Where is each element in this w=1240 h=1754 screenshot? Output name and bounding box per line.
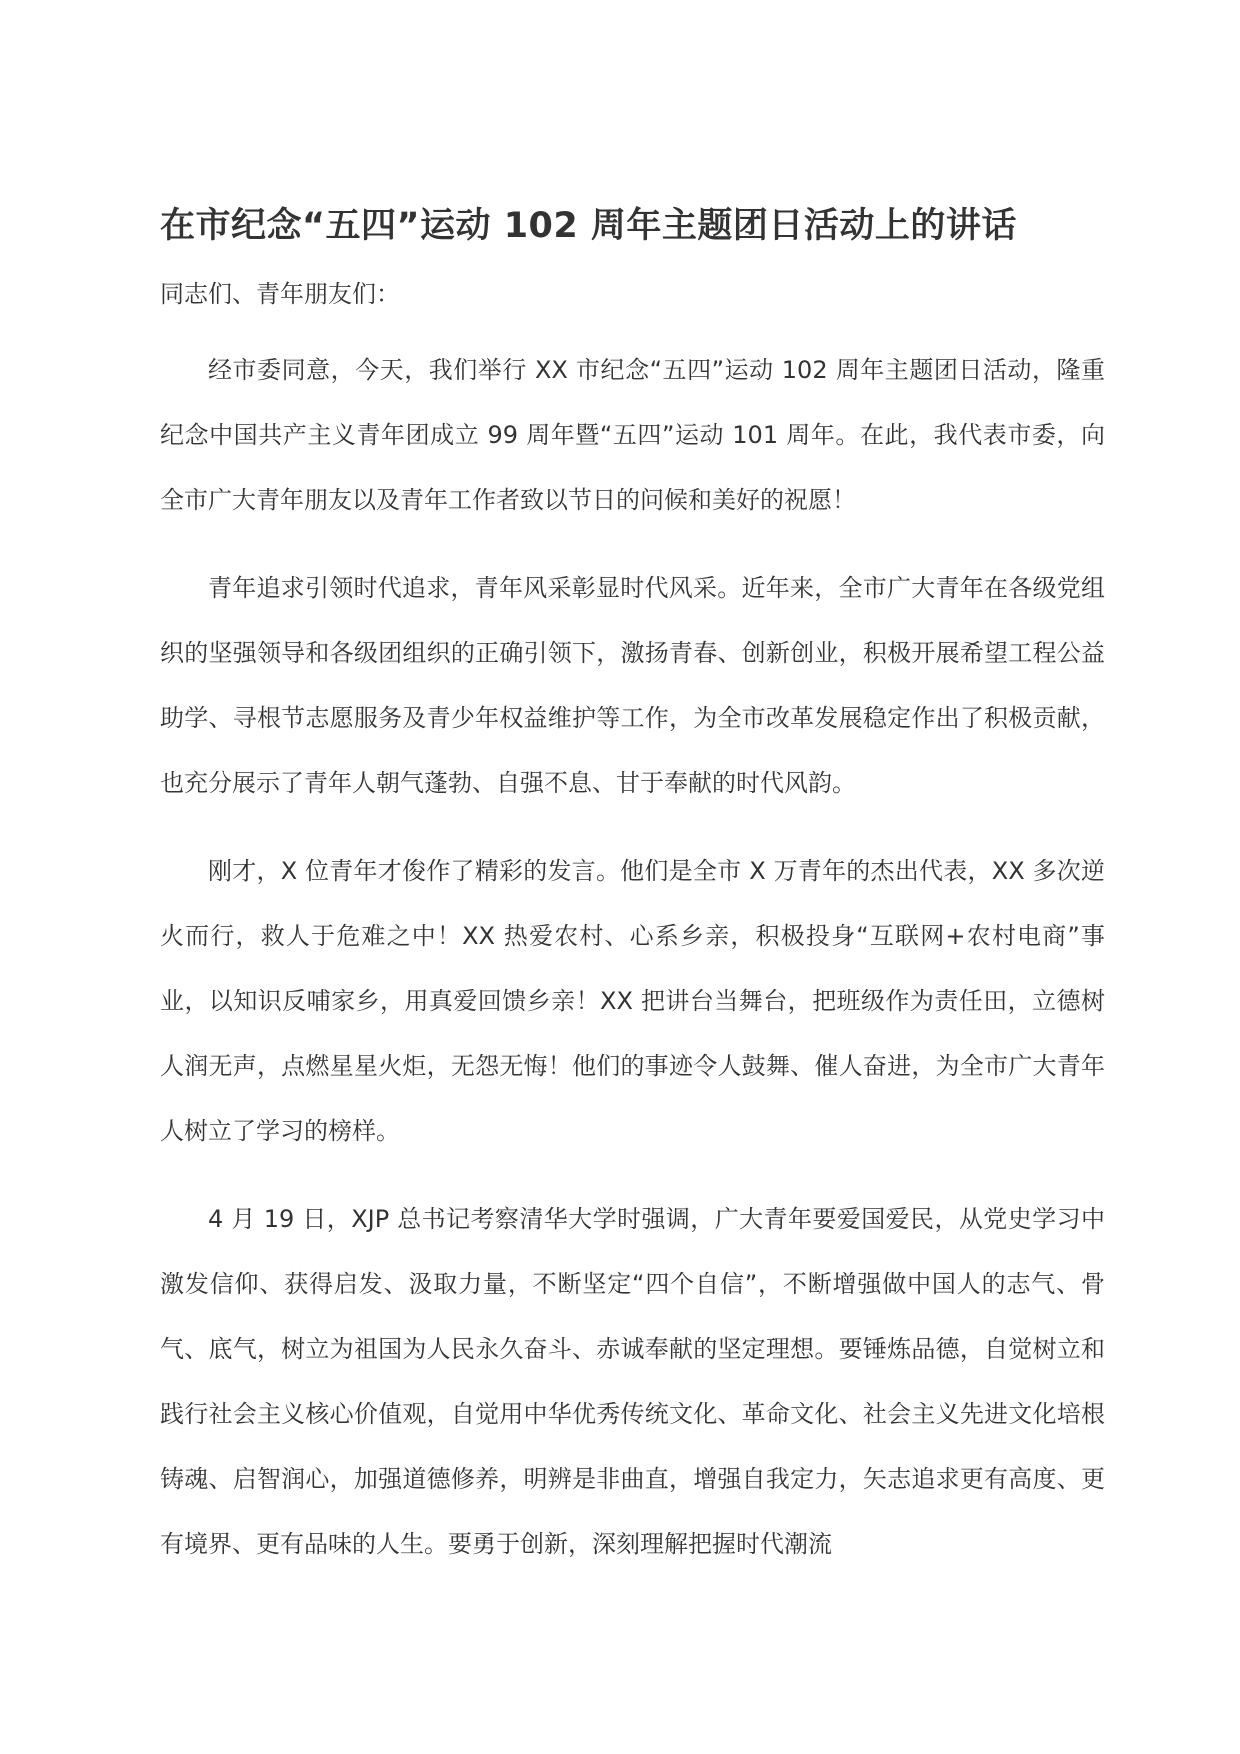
paragraph-youth-representatives: 刚才，X 位青年才俊作了精彩的发言。他们是全市 X 万青年的杰出代表，XX 多次逆火而行，救人于危难之中！XX 热爱农村、心系乡亲，积极投身“互联网+农村电商”事业，以知识反哺家乡，用真爱回馈乡亲！XX 把讲台当舞台，把班级作为责任田，立德树人润无声，点燃星星火炬，无怨无悔！他们的事迹令人鼓舞、催人奋进，为全市广大青年人树立了学习的榜样。 xyxy=(160,857,1105,1145)
paragraph-opening: 经市委同意，今天，我们举行 XX 市纪念“五四”运动 102 周年主题团日活动，隆重纪念中国共产主义青年团成立 99 周年暨“五四”运动 101 周年。在此，我代表市委，向全市广大青年朋友以及青年工作者致以节日的问候和美好的祝愿！ xyxy=(160,356,1105,514)
salutation: 同志们、青年朋友们： xyxy=(160,280,400,308)
document-body xyxy=(160,200,1105,1577)
speech-title: 在市纪念“五四”运动 102 周年主题团日活动上的讲话 xyxy=(160,206,1017,246)
paragraph-youth-achievements: 青年追求引领时代追求，青年风采彰显时代风采。近年来，全市广大青年在各级党组织的坚强领导和各级团组织的正确引领下，激扬青春、创新创业，积极开展希望工程公益助学、寻根节志愿服务及青少年权益维护等工作，为全市改革发展稳定作出了积极贡献，也充分展示了青年人朝气蓬勃、自强不息、甘于奉献的时代风韵。 xyxy=(160,574,1105,797)
paragraph-general-secretary-remarks: 4 月 19 日，XJP 总书记考察清华大学时强调，广大青年要爱国爱民，从党史学习中激发信仰、获得启发、汲取力量，不断坚定“四个自信”，不断增强做中国人的志气、骨气、底气，树立为祖国为人民永久奋斗、赤诚奉献的坚定理想。要锤炼品德，自觉树立和践行社会主义核心价值观，自觉用中华优秀传统文化、革命文化、社会主义先进文化培根铸魂、启智润心，加强道德修养，明辨是非曲直，增强自我定力，矢志追求更有高度、更有境界、更有品味的人生。要勇于创新，深刻理解把握时代潮流 xyxy=(160,1205,1105,1558)
